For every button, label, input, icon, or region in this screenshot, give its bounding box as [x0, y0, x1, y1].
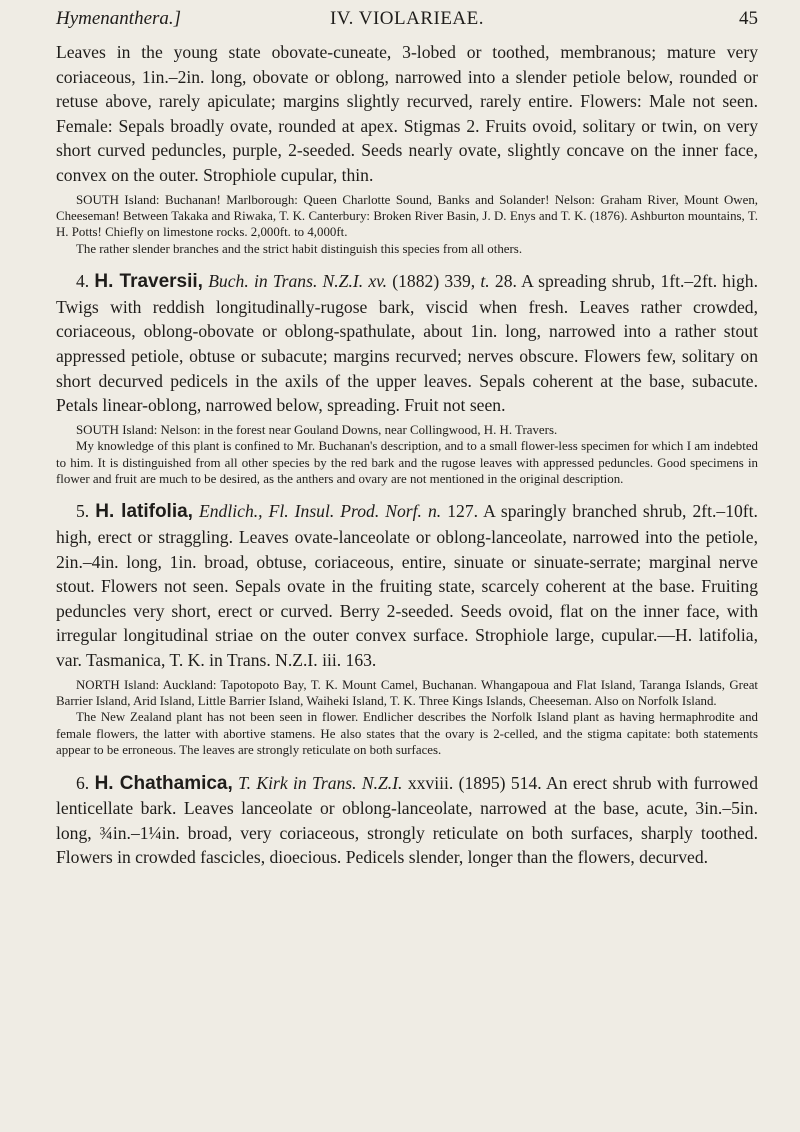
species-entry-latifolia [56, 499, 758, 672]
species-number: 6. [76, 772, 90, 793]
running-head-family: IV. VIOLARIEAE. [329, 8, 485, 29]
species-name: H. latifolia, [95, 501, 193, 523]
species-plate: t. [480, 271, 490, 292]
intro-note: The rather slender branches and the strict habit distinguish this species from all others. [76, 241, 523, 256]
species-entry-traversii [56, 269, 758, 418]
intro-description: Leaves in the young state obovate-cuneate, 3-lobed or toothed, membranous; mature very coriaceous, 1in.–2in. long, obovate or oblong, narrowed into a slender petiole below, rounded or retuse above, rarely apiculate; margins slightly recurved, rarely entire. Flowers: Male not seen. Female: Sepals broadly ovate, rounded at apex. Stigmas 2. Fruits ovoid, solitary or twin, on very short curved peduncles, purple, 2-seeded. Seeds nearly ovate, slightly concave on the inner face, convex on the outer. Strophiole cupular, thin. [56, 42, 758, 185]
species-citation-detail: (1882) 339, [392, 271, 476, 292]
species-localities: SOUTH Island: Nelson: in the forest near Gouland Downs, near Collingwood, H. H. Travers. [76, 422, 558, 437]
species-entry-chathamica [56, 771, 758, 870]
intro-localities: SOUTH Island: Buchanan! Marlborough: Queen Charlotte Sound, Banks and Solander! Nelson: Graham River, Mount Owen, Cheeseman! Between Takaka and Riwaka, T. K. Canterbury: Broken River Basin, J. D. Enys and T. K. (1876). Ashburton mountains, T. H. Potts! Chiefly on limestone rocks. 2,000ft. to 4,000ft. [56, 192, 758, 240]
species-localities: NORTH Island: Auckland: Tapotopoto Bay, T. K. Mount Camel, Buchanan. Whangapoua and Flat Island, Taranga Islands, Great Barrier Island, Arid Island, Little Barrier Island, Waiheki Island, T. K. Three Kings Islands, Cheeseman. Also on Norfolk Island. [56, 677, 758, 708]
species-number: 4. [76, 271, 90, 292]
species-citation: T. Kirk in Trans. N.Z.I. [238, 772, 403, 793]
species-note: The New Zealand plant has not been seen in flower. Endlicher describes the Norfolk Island plant as having hermaphrodite and female flowers, the latter with abortive stamens. He also states that the ovary is 2-celled, and the stigma capitate: both statements appear to be erroneous. The leaves are strongly reticulate on both surfaces. [56, 710, 758, 758]
species-description: 28. A spreading shrub, 1ft.–2ft. high. Twigs with reddish longitudinally-rugose bark, viscid when fresh. Leaves rather crowded, coriaceous, oblong-obovate or oblong-spathulate, about 1in. long, narrowed into a rather stout appressed petiole, obtuse or subacute; margins recurved; nerves obscure. Flowers few, solitary on short decurved pedicels in the axils of the upper leaves. Sepals coherent at the base, subacute. Petals linear-oblong, narrowed below, spreading. Fruit not seen. [56, 271, 758, 416]
species-citation: Buch. in Trans. N.Z.I. xv. [208, 271, 388, 292]
species-note: My knowledge of this plant is confined to Mr. Buchanan's description, and to a small flower-less specimen for which I am indebted to him. It is distinguished from all other species by the red bark and the rugose leaves with appressed peduncles. Good specimens in flower and fruit are much to be desired, as the anthers and ovary are not mentioned in the original description. [56, 439, 758, 486]
species-name: H. Chathamica, [94, 772, 233, 794]
species-description: xxviii. (1895) 514. An erect shrub with furrowed lenticellate bark. Leaves lanceolate or oblong-lanceolate, narrowed at the base, acute, 3in.–5in. long, ¾in.–1¼in. broad, very coriaceous, strongly reticulate on both surfaces, sharply toothed. Flowers in crowded fascicles, dioecious. Pedicels slender, longer than the flowers, decurved. [56, 772, 758, 868]
page-body [56, 40, 758, 870]
page-number: 45 [739, 8, 758, 29]
running-head-genus: Hymenanthera.] [56, 8, 182, 29]
species-number: 5. [76, 501, 90, 522]
species-name: H. Traversii, [94, 271, 203, 293]
running-head [56, 8, 758, 34]
species-description: 127. A sparingly branched shrub, 2ft.–10ft. high, erect or straggling. Leaves ovate-lanceolate or oblong-lanceolate, narrowed into the petiole, 2in.–4in. long, 1in. broad, obtuse, coriaceous, entire, sinuate or sinuate-serrate; marginal nerve stout. Flowers not seen. Sepals ovate in the fruiting state, scarcely coherent at the base. Fruiting peduncles very short, erect or curved. Berry 2-seeded. Seeds ovoid, flat on the inner face, with irregular longitudinal striae on the outer convex surface. Strophiole large, cupular.—H. latifolia, var. Tasmanica, T. K. in Trans. N.Z.I. iii. 163. [56, 501, 758, 670]
species-citation: Endlich., Fl. Insul. Prod. Norf. n. [199, 501, 442, 522]
